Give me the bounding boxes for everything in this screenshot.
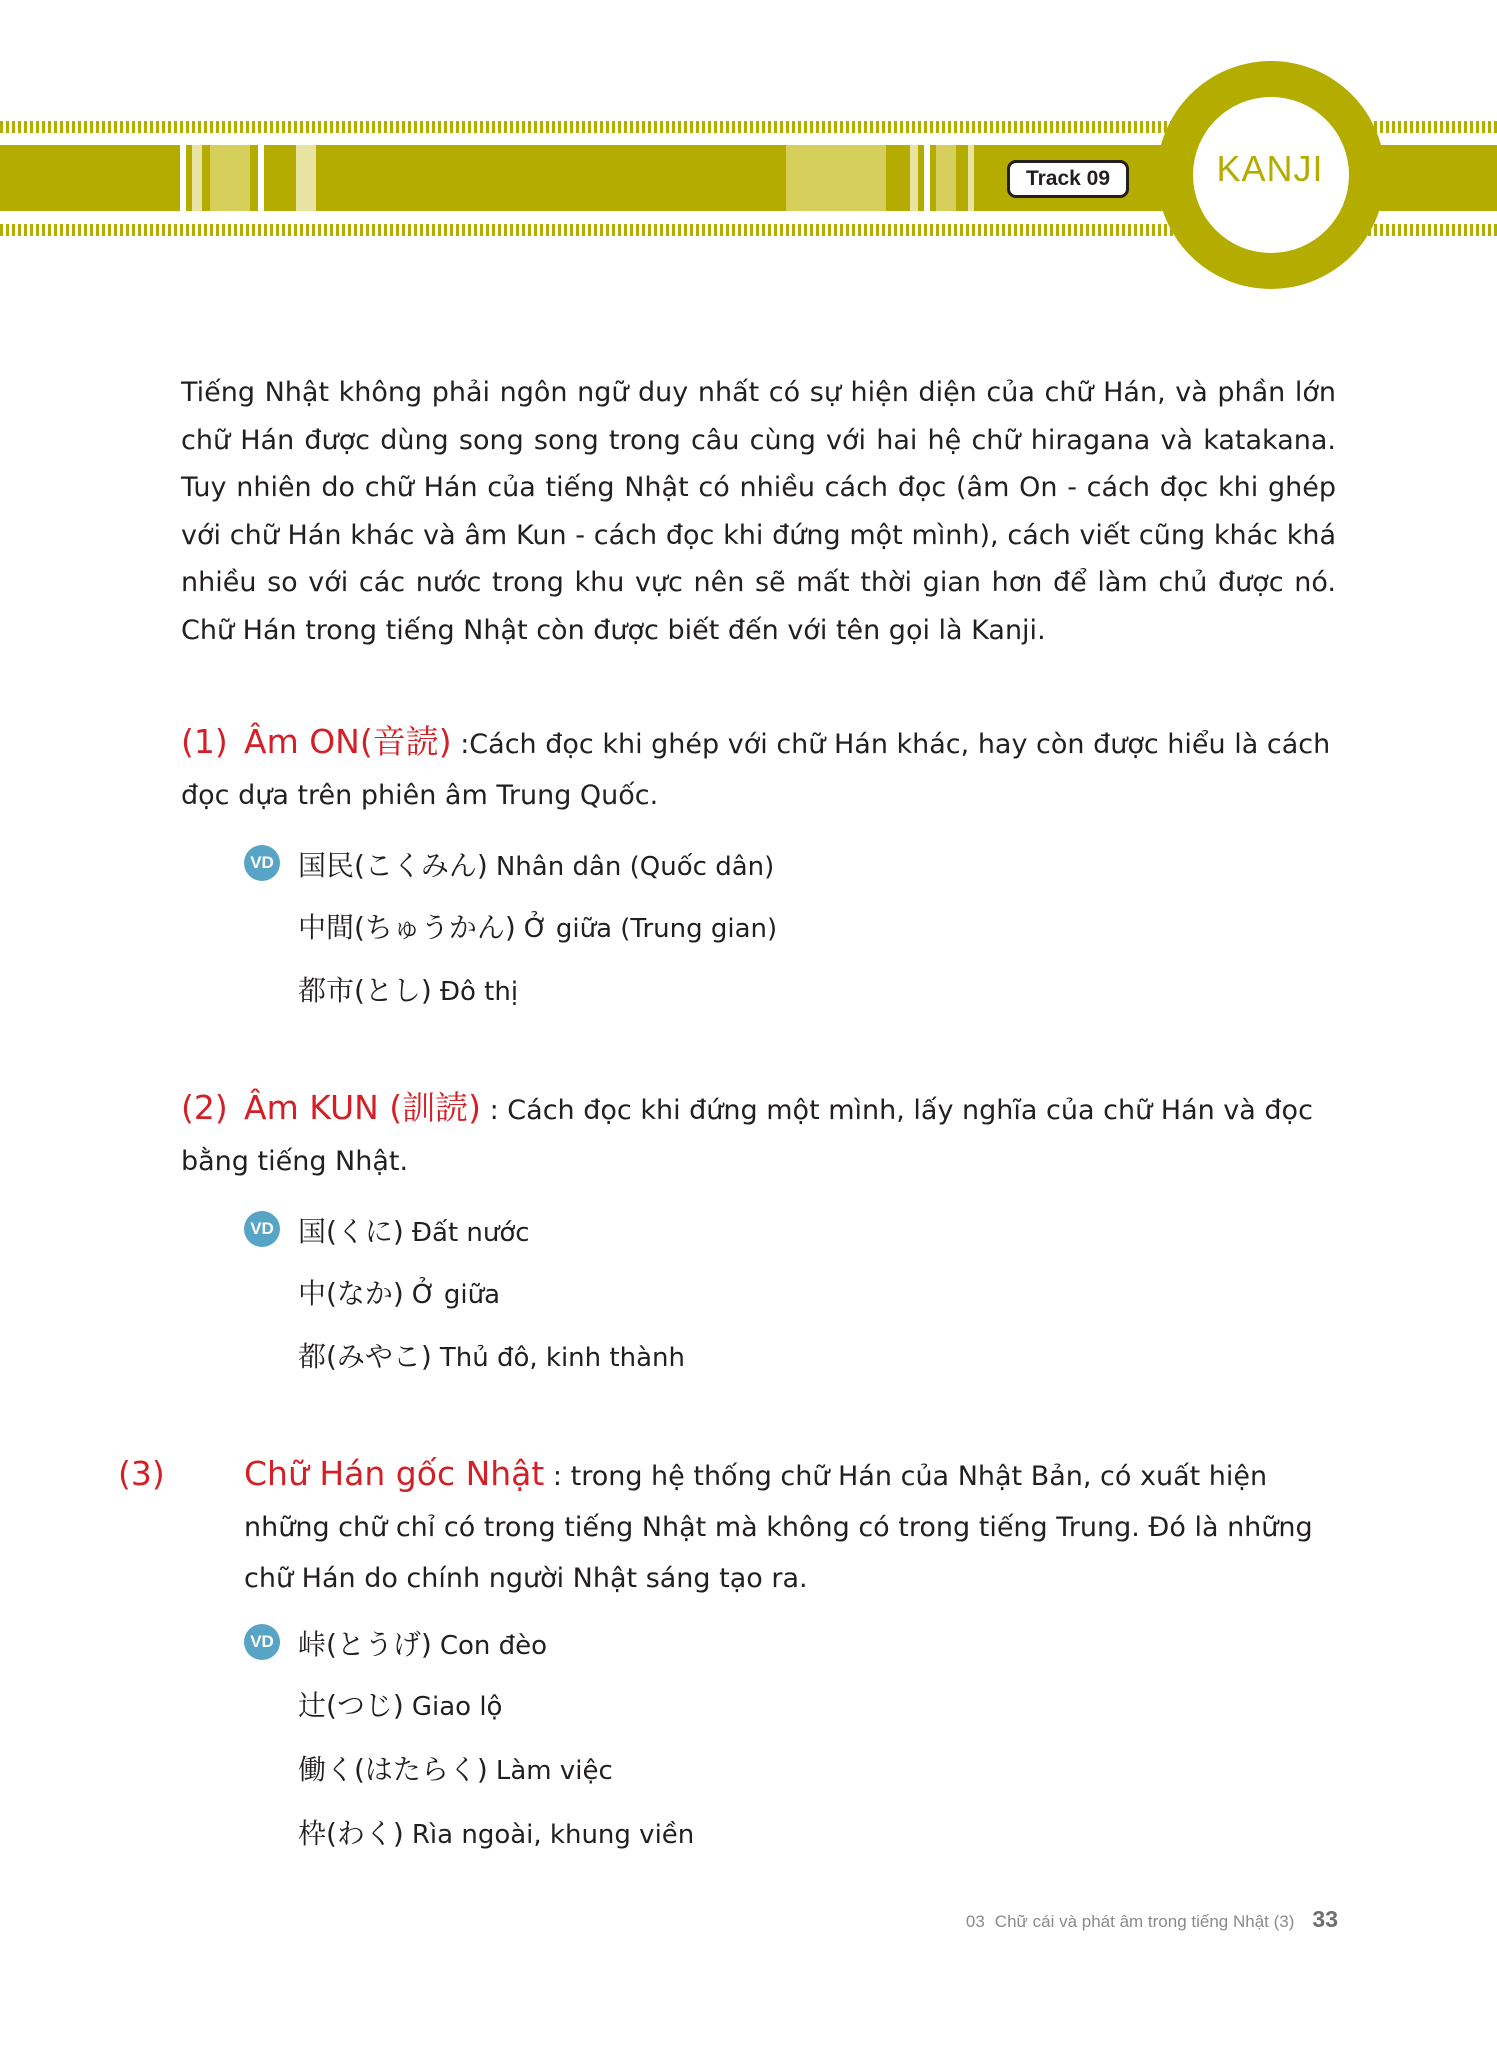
example-row xyxy=(298,1272,500,1312)
example-row xyxy=(298,906,777,946)
page-footer xyxy=(940,1906,1338,1933)
section-2-desc: : Cách đọc khi đứng một mình, lấy nghĩa của chữ Hán và đọc bằng tiếng Nhật. xyxy=(181,1095,1313,1177)
example-row xyxy=(298,1684,502,1724)
section-1-number: (1) xyxy=(181,722,228,761)
footer-chapter-title: Chữ cái và phát âm trong tiếng Nhật xyxy=(994,1912,1269,1931)
example-meaning: Nhân dân (Quốc dân) xyxy=(495,852,775,882)
example-jp: 中(なか) xyxy=(298,1277,404,1310)
example-meaning: Đô thị xyxy=(439,977,519,1007)
section-1-desc: :Cách đọc khi ghép với chữ Hán khác, hay còn được hiểu là cách đọc dựa trên phiên âm Trung Quốc. xyxy=(181,729,1331,811)
footer-part: (3) xyxy=(1273,1912,1295,1931)
vd-icon: VD xyxy=(244,1211,280,1247)
example-meaning: Ở giữa (Trung gian) xyxy=(523,914,778,944)
example-jp: 枠(わく) xyxy=(298,1817,404,1850)
section-3-title: Chữ Hán gốc Nhật xyxy=(244,1454,545,1493)
example-row xyxy=(298,1335,685,1375)
example-row xyxy=(298,969,518,1009)
vd-icon: VD xyxy=(244,1624,280,1660)
example-row xyxy=(298,1210,530,1250)
section-title: KANJI xyxy=(1216,148,1324,189)
example-jp: 国民(こくみん) xyxy=(298,849,488,882)
section-3-heading xyxy=(118,1448,1336,1604)
example-meaning: Làm việc xyxy=(495,1756,613,1786)
example-row xyxy=(298,1748,613,1788)
example-row xyxy=(298,1623,547,1663)
example-meaning: Đất nước xyxy=(411,1218,530,1248)
footer-chapter-num: 03 xyxy=(965,1912,985,1931)
section-2-number: (2) xyxy=(181,1088,228,1127)
header-banner xyxy=(0,0,1497,300)
example-jp: 峠(とうげ) xyxy=(298,1628,432,1661)
section-2-heading xyxy=(181,1082,1336,1187)
example-meaning: Giao lộ xyxy=(411,1692,503,1722)
example-jp: 国(くに) xyxy=(298,1215,404,1248)
example-row xyxy=(298,844,774,884)
section-3-number: (3) xyxy=(118,1454,165,1493)
example-jp: 辻(つじ) xyxy=(298,1689,404,1722)
example-row xyxy=(298,1812,694,1852)
section-1-title: Âm ON(音読) xyxy=(244,722,452,761)
example-jp: 中間(ちゅうかん) xyxy=(298,911,516,944)
track-badge[interactable]: Track 09 xyxy=(1007,160,1129,198)
section-2-title: Âm KUN (訓読) xyxy=(244,1088,482,1127)
intro-paragraph: Tiếng Nhật không phải ngôn ngữ duy nhất có sự hiện diện của chữ Hán, và phần lớn chữ Hán được dùng song song trong câu cùng với hai hệ chữ hiragana và katakana. Tuy nhiên do chữ Hán của tiếng Nhật có nhiều cách đọc (âm On - cách đọc khi ghép với chữ Hán khác và âm Kun - cách đọc khi đứng một mình), cách viết cũng khác khá nhiều so với các nước trong khu vực nên sẽ mất thời gian hơn để làm chủ được nó. Chữ Hán trong tiếng Nhật còn được biết đến với tên gọi là Kanji. xyxy=(181,377,1336,646)
example-meaning: Rìa ngoài, khung viền xyxy=(411,1820,695,1850)
page-number: 33 xyxy=(1312,1906,1338,1932)
section-1-heading xyxy=(181,716,1336,821)
vd-icon: VD xyxy=(244,845,280,881)
example-meaning: Con đèo xyxy=(439,1631,548,1661)
example-jp: 都市(とし) xyxy=(298,974,432,1007)
example-jp: 都(みやこ) xyxy=(298,1340,432,1373)
section-3-desc: : trong hệ thống chữ Hán của Nhật Bản, có xuất hiện những chữ chỉ có trong tiếng Nhật mà không có trong tiếng Trung. Đó là những chữ Hán do chính người Nhật sáng tạo ra. xyxy=(244,1461,1313,1594)
example-meaning: Ở giữa xyxy=(411,1280,501,1310)
example-meaning: Thủ đô, kinh thành xyxy=(439,1343,685,1373)
example-jp: 働く(はたらく) xyxy=(298,1753,488,1786)
